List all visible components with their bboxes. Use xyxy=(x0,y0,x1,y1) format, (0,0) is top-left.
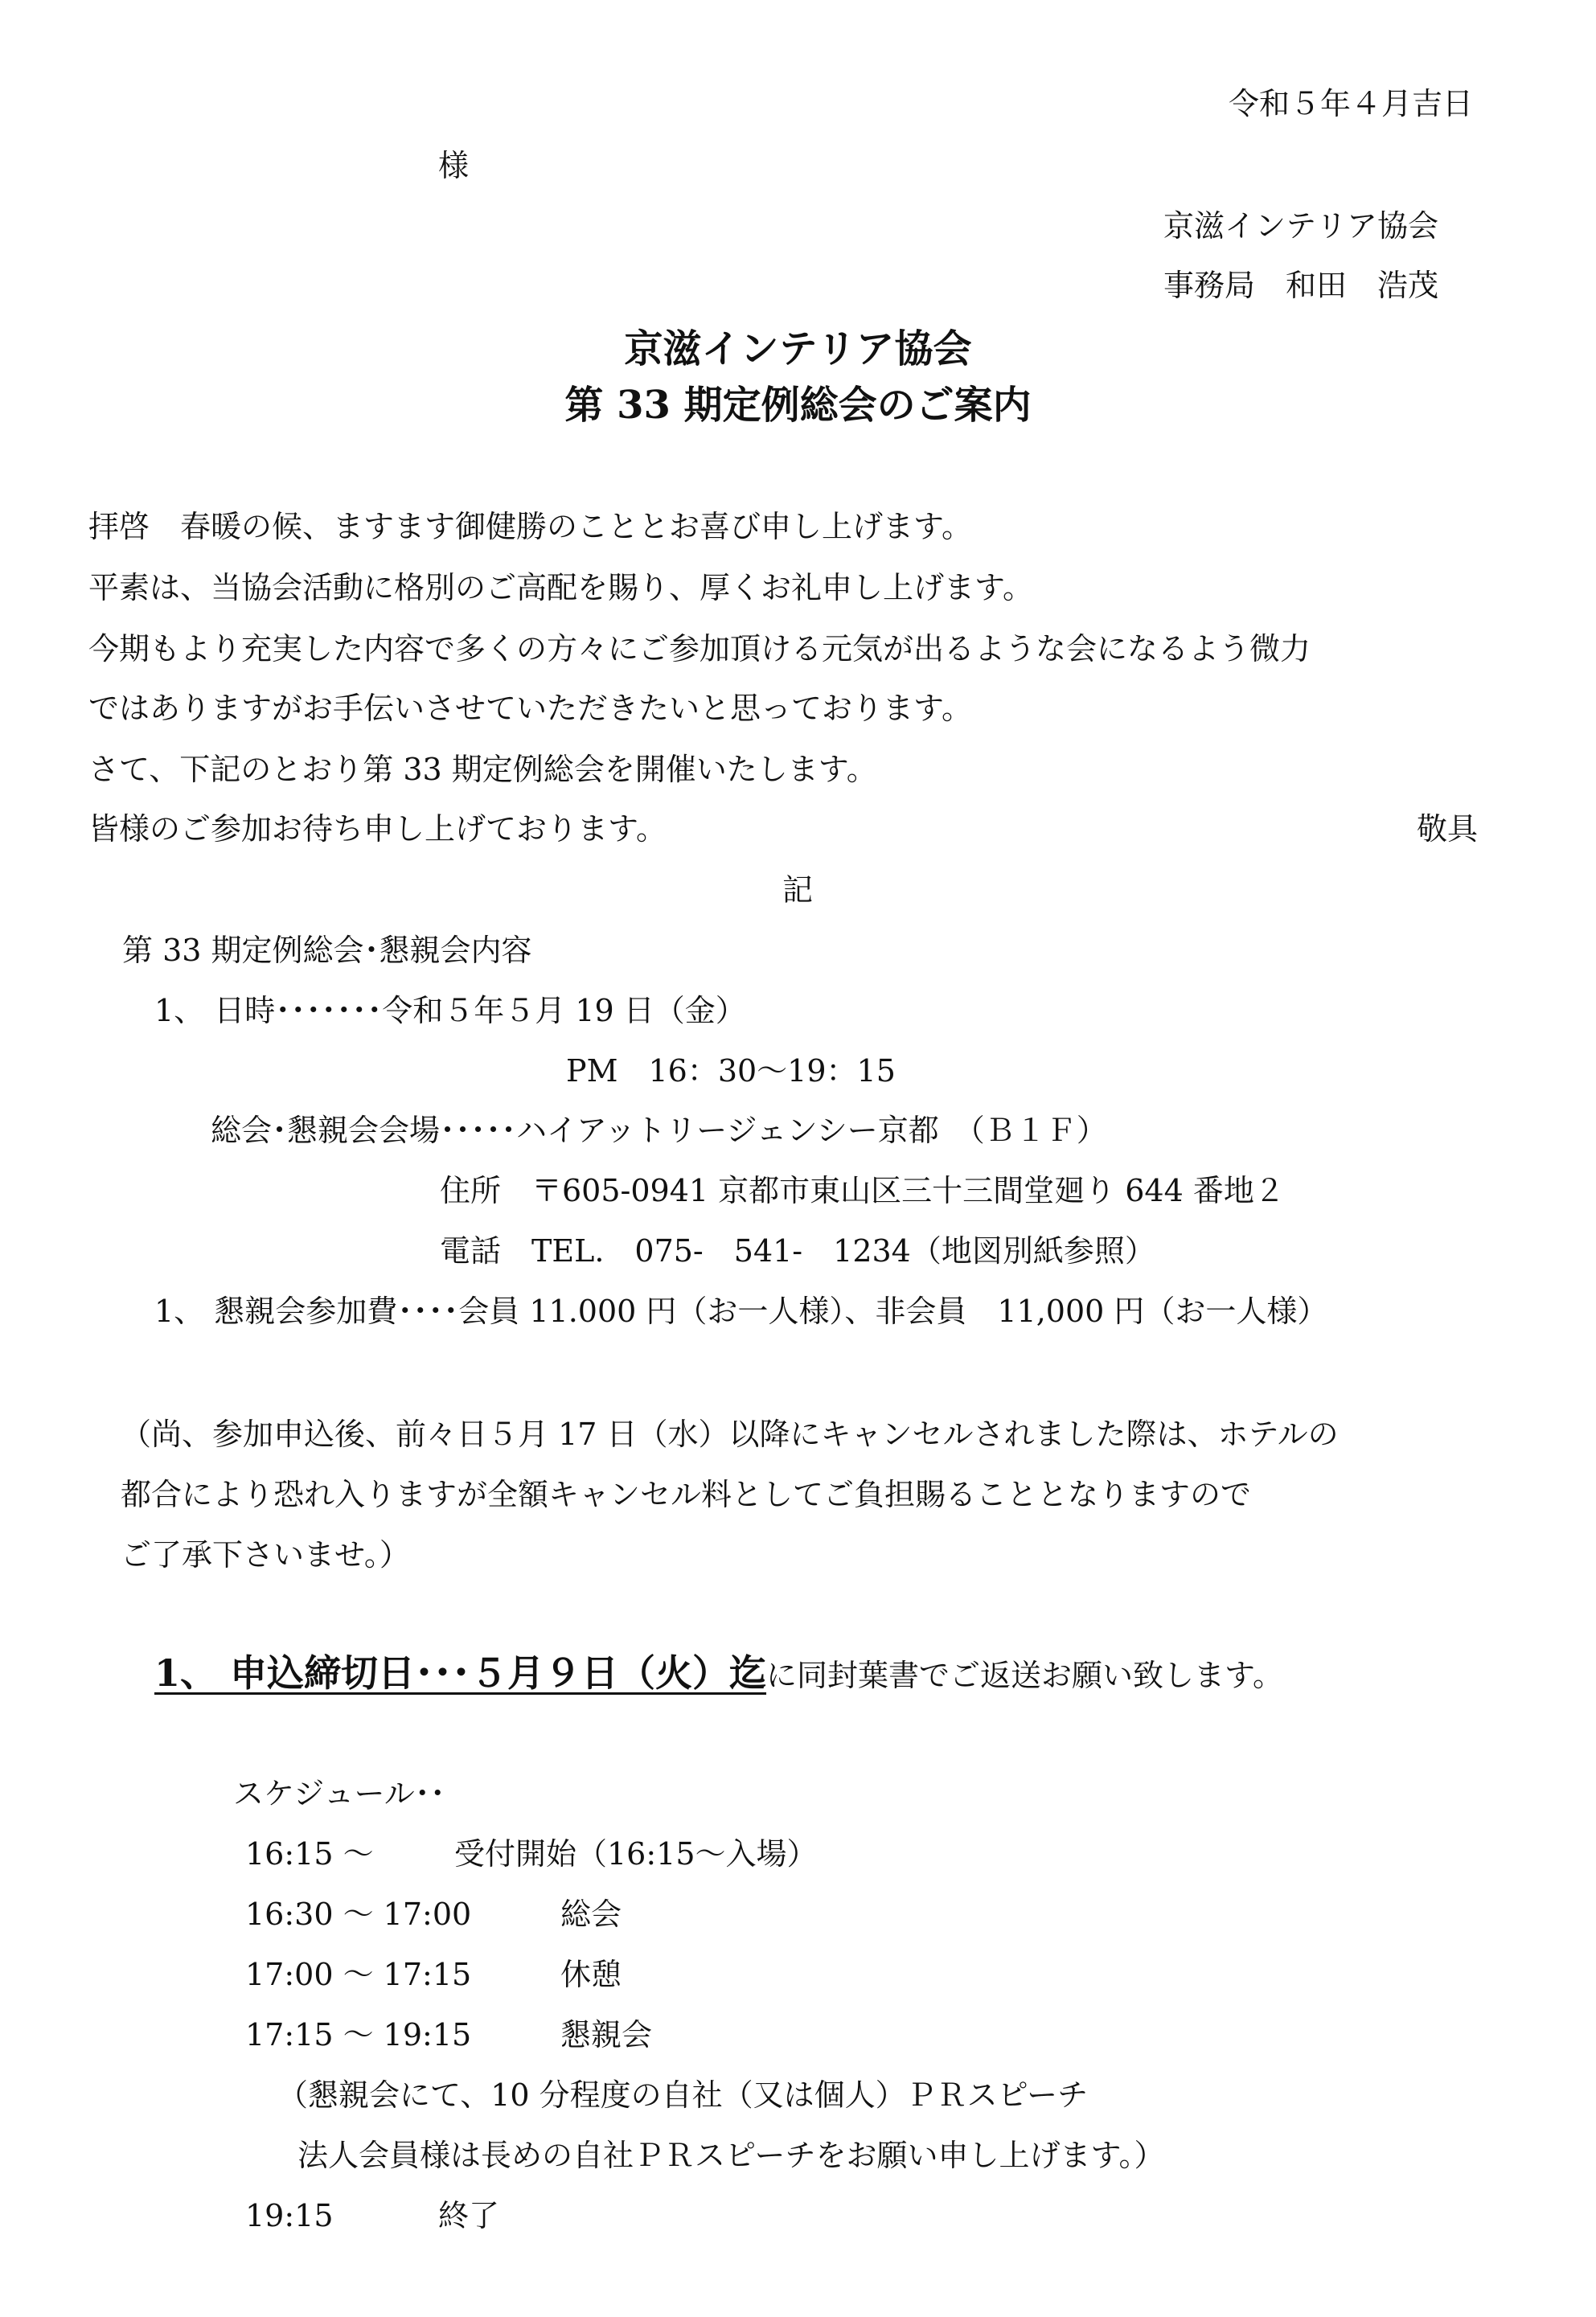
closing-keigu: 敬具 xyxy=(1417,811,1479,847)
sender-organization: 京滋インテリア協会 xyxy=(1163,208,1439,244)
body-paragraph: ではありますがお手伝いさせていただきたいと思っております。 xyxy=(88,691,972,726)
schedule-time: 16:15 ～ xyxy=(245,1836,374,1872)
body-paragraph: さて、下記のとおり第 33 期定例総会を開催いたします。 xyxy=(88,752,877,787)
deadline-line xyxy=(154,1651,1283,1695)
deadline-instruction: に同封葉書でご返送お願い致します。 xyxy=(766,1658,1283,1693)
body-paragraph: 皆様のご参加お待ち申し上げております。 xyxy=(88,811,667,847)
schedule-label: 受付開始（16:15～入場） xyxy=(454,1836,818,1872)
schedule-time: 17:15 ～ 19:15 xyxy=(245,2017,472,2052)
participation-fee: 1、 懇親会参加費････会員 11.000 円（お一人様）、非会員 11,000 円（お一人様） xyxy=(154,1294,1328,1329)
title-main: 第 33 期定例総会のご案内 xyxy=(564,383,1032,428)
title-organization: 京滋インテリア協会 xyxy=(624,326,972,371)
schedule-heading: スケジュール･･ xyxy=(233,1776,445,1811)
schedule-label: 懇親会 xyxy=(560,2017,653,2052)
sender-person: 事務局 和田 浩茂 xyxy=(1163,268,1439,303)
event-date: 1、 日時･･･････令和５年５月 19 日（金） xyxy=(154,993,746,1028)
body-paragraph: 今期もより充実した内容で多くの方々にご参加頂ける元気が出るような会になるよう微力 xyxy=(88,631,1311,666)
event-venue: 総会･懇親会会場･････ハイアットリージェンシー京都 （Ｂ１Ｆ） xyxy=(211,1113,1107,1148)
schedule-time: 16:30 ～ 17:00 xyxy=(245,1897,472,1932)
deadline-emphasis: 1、 申込締切日･･･５月９日（火）迄 xyxy=(154,1651,767,1695)
schedule-note: 法人会員様は長めの自社ＰＲスピーチをお願い申し上げます。） xyxy=(297,2138,1165,2173)
schedule-label: 終了 xyxy=(438,2198,500,2233)
details-heading: 第 33 期定例総会･懇親会内容 xyxy=(122,933,532,968)
recipient-label: 様 xyxy=(438,148,470,183)
schedule-time: 19:15 xyxy=(245,2198,334,2233)
cancellation-note-line: 都合により恐れ入りますが全額キャンセル料としてご負担賜ることとなりますので xyxy=(121,1477,1252,1512)
body-paragraph: 平素は、当協会活動に格別のご高配を賜り、厚くお礼申し上げます。 xyxy=(88,570,1033,605)
document-date: 令和５年４月吉日 xyxy=(1229,86,1474,121)
event-time: PM 16：30～19：15 xyxy=(566,1053,896,1089)
body-paragraph: 拝啓 春暖の候、ますます御健勝のこととお喜び申し上げます。 xyxy=(88,509,972,544)
schedule-label: 休憩 xyxy=(560,1957,622,1992)
venue-phone: 電話 TEL. 075- 541- 1234（地図別紙参照） xyxy=(440,1233,1155,1269)
cancellation-note-line: （尚、参加申込後、前々日５月 17 日（水）以降にキャンセルされました際は、ホテルの xyxy=(121,1417,1339,1452)
schedule-time: 17:00 ～ 17:15 xyxy=(245,1957,472,1992)
cancellation-note-line: ご了承下さいませ。） xyxy=(121,1537,410,1573)
ki-marker: 記 xyxy=(782,872,814,908)
schedule-note: （懇親会にて、10 分程度の自社（又は個人）ＰＲスピーチ xyxy=(277,2077,1089,2113)
schedule-label: 総会 xyxy=(560,1897,622,1932)
venue-address: 住所 〒605-0941 京都市東山区三十三間堂廻り 644 番地２ xyxy=(440,1173,1285,1208)
